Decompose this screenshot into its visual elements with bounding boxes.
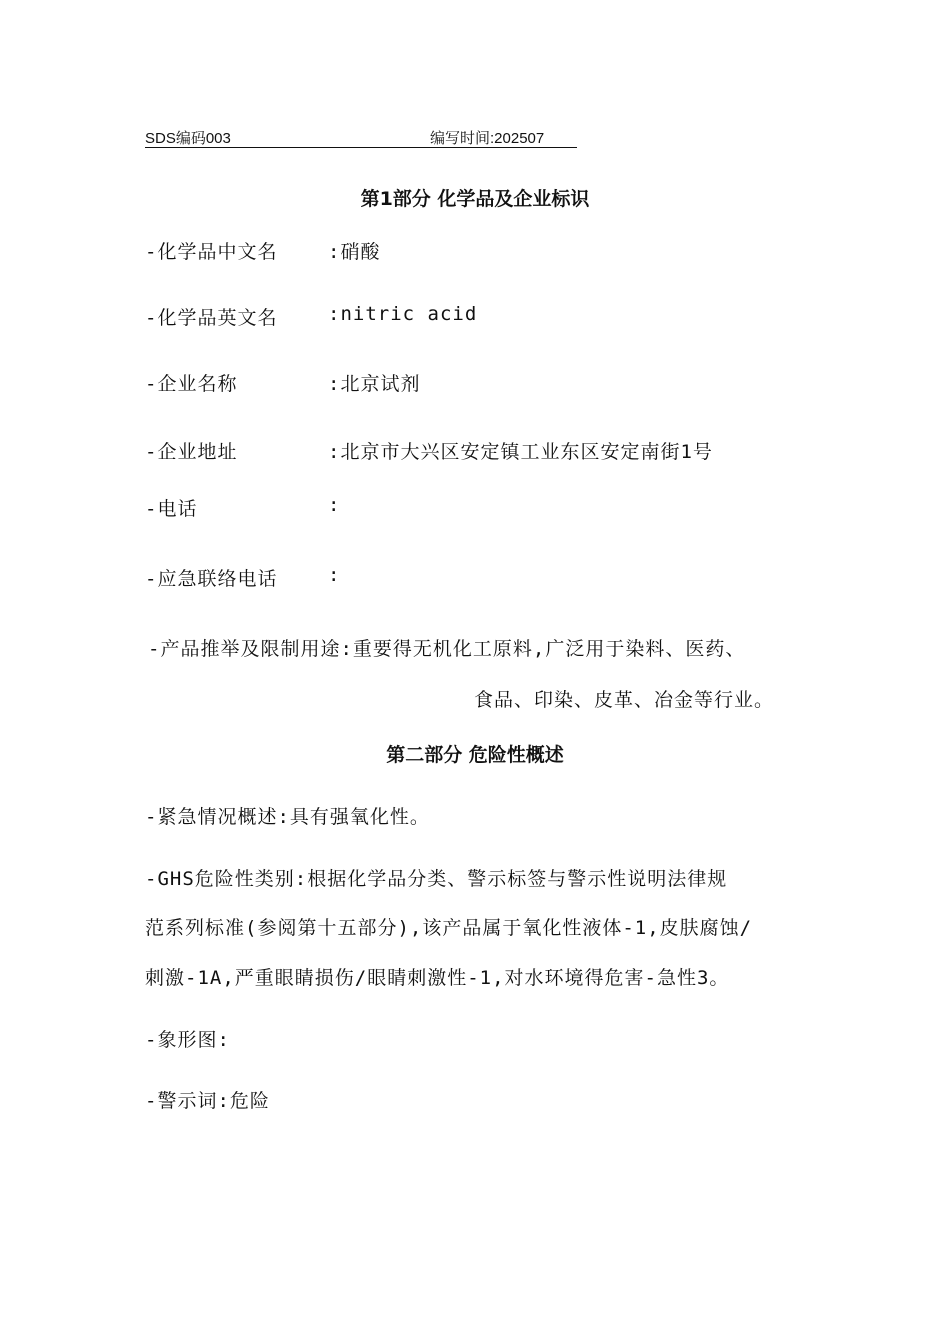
field-label: -电话 [145, 498, 198, 520]
field-value: : [328, 564, 341, 586]
usage-line-1: -产品推举及限制用途:重要得无机化工原料,广泛用于染料、医药、 [148, 638, 746, 660]
emergency-overview: -紧急情况概述:具有强氧化性。 [145, 806, 430, 828]
pictogram-label: -象形图: [145, 1029, 230, 1051]
field-value: :北京市大兴区安定镇工业东区安定南街1号 [328, 441, 713, 463]
field-label: -化学品英文名 [145, 307, 278, 329]
usage-line-2: 食品、印染、皮革、冶金等行业。 [474, 689, 775, 711]
field-value: :nitric acid [328, 303, 478, 325]
field-value: : [328, 494, 341, 516]
field-value: :硝酸 [328, 241, 381, 263]
section1-title: 第1部分 化学品及企业标识 [360, 188, 590, 210]
ghs-category-line-1: -GHS危险性类别:根据化学品分类、警示标签与警示性说明法律规 [145, 868, 728, 890]
field-label: -企业名称 [145, 373, 238, 395]
ghs-category-line-3: 刺激-1A,严重眼睛损伤/眼睛刺激性-1,对水环境得危害-急性3。 [145, 967, 730, 989]
section2-title: 第二部分 危险性概述 [386, 744, 564, 766]
signal-word: -警示词:危险 [145, 1090, 270, 1112]
sds-code: SDS编码003 [145, 130, 231, 147]
document-header [145, 127, 577, 148]
field-label: -化学品中文名 [145, 241, 278, 263]
written-time: 编写时间:202507 [430, 130, 545, 147]
field-value: :北京试剂 [328, 373, 421, 395]
field-label: -企业地址 [145, 441, 238, 463]
field-label: -应急联络电话 [145, 568, 278, 590]
ghs-category-line-2: 范系列标准(参阅第十五部分),该产品属于氧化性液体-1,皮肤腐蚀/ [145, 917, 753, 939]
